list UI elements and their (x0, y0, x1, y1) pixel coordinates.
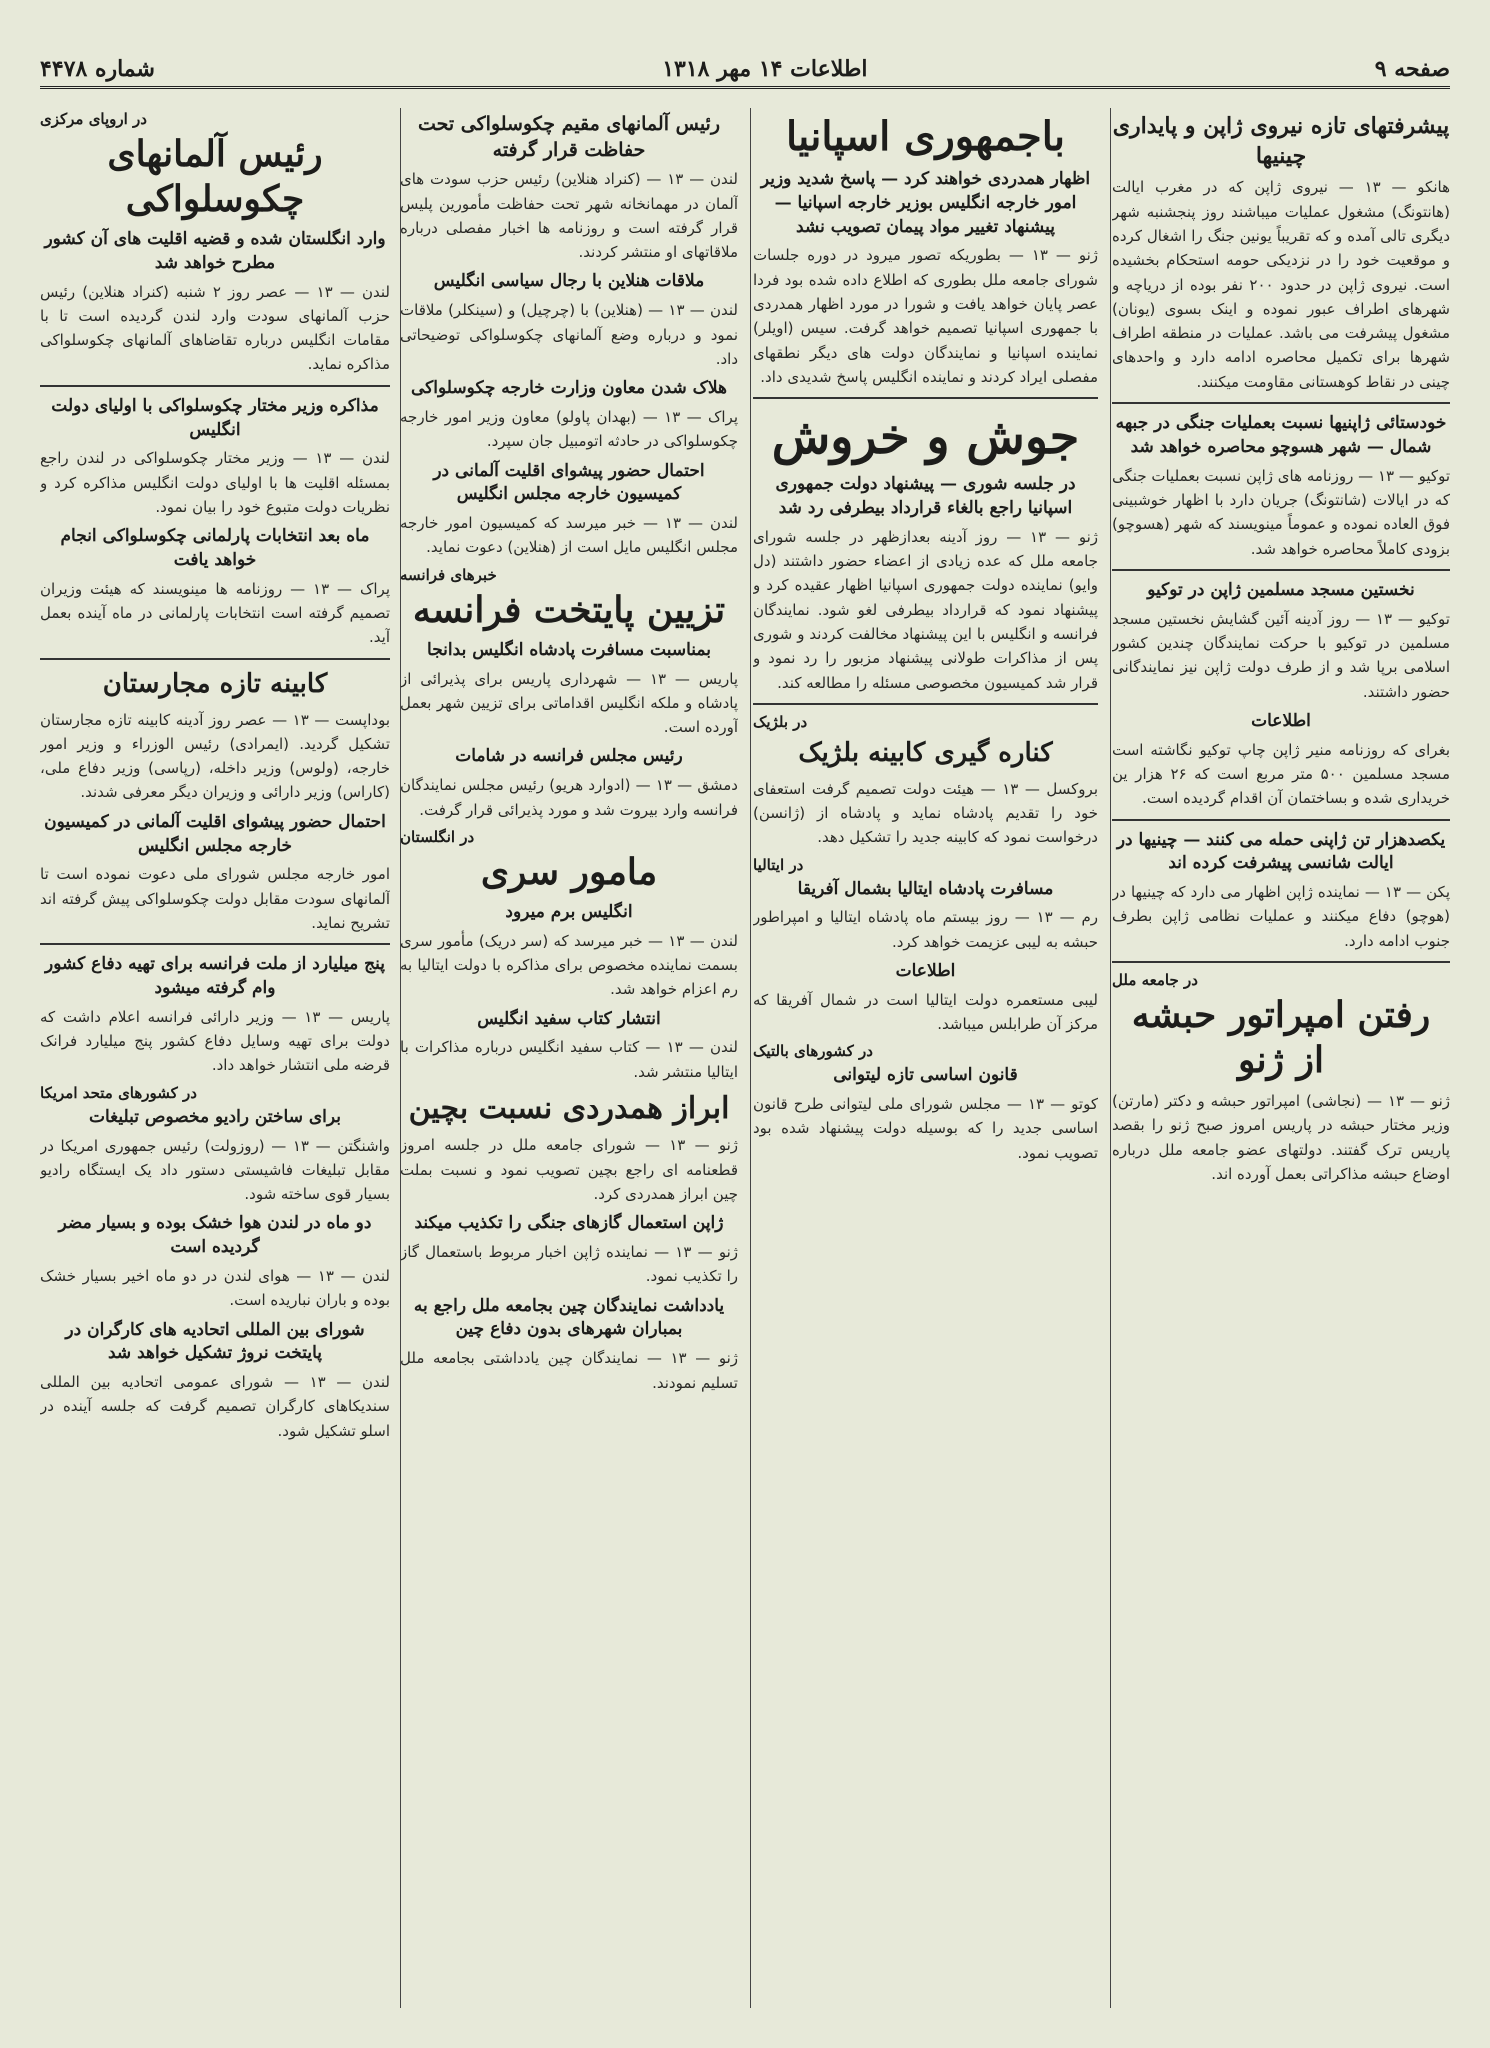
sub-headline: انگلیس برم میرود (505, 901, 633, 922)
section-tag: در کشورهای بالتیک (753, 1042, 873, 1061)
section-tag: در کشورهای متحد امریکا (40, 1083, 197, 1102)
article-headline: مذاکره وزیر مختار چکوسلواکی با اولیای دولت انگلیس (51, 395, 379, 440)
section-tag: در ایتالیا (753, 855, 804, 874)
article-headline: برای ساختن رادیو مخصوص تبلیغات (89, 1106, 341, 1127)
article-headline: نخستین مسجد مسلمین ژاپن در توکیو (1147, 579, 1415, 600)
article-body: بروکسل — ۱۳ — هیئت دولت تصمیم گرفت استعفای خود را تقدیم پادشاه نماید و پادشاه از (ژانسن) درخواست نمود که کابینه جدید را تشکیل دهد. (753, 779, 1098, 847)
article-headline: خودستائی ژاپنیها نسبت بعملیات جنگی در جبهه شمال — شهر هسوچو محاصره خواهد شد (1115, 413, 1447, 457)
article-headline: مامور سری (480, 850, 658, 893)
article-headline: دو ماه در لندن هوا خشک بوده و بسیار مضر گردیده است (58, 1213, 372, 1258)
article-headline: قانون اساسی تازه لیتوانی (833, 1065, 1018, 1086)
article-body: پراک — ۱۳ — (بهدان پاولو) معاون وزیر امور خارجه چکوسلواکی در حادثه اتومبیل جان سپرد. (400, 407, 738, 451)
article-body: لندن — ۱۳ — (کنراد هنلاین) رئیس حزب سودت های آلمان در مهمانخانه شهر تحت حفاظت مأمورین پلیس قرار گرفته است و روزنامه ها اخبار مفصلی درباره ملاقاتهای او منتشر کردند. (400, 170, 738, 262)
article-headline: احتمال حضور پیشوای اقلیت آلمانی در کمیسیون خارجه مجلس انگلیس (433, 460, 705, 505)
article-body: لندن — ۱۳ — هوای لندن در دو ماه اخیر بسیار خشک بوده و باران نباریده است. (40, 1266, 390, 1310)
article-body: ژنو — ۱۳ — نماینده ژاپن اخبار مربوط باستعمال گاز را تکذیب نمود. (400, 1243, 738, 1286)
article-headline: ابراز همدردی نسبت بچین (408, 1090, 730, 1126)
article-headline: جوش و خروش (771, 409, 1080, 466)
article-headline: یکصدهزار تن ژاپنی حمله می کنند — چینیها در ایالت شانسی پیشرفت کرده اند (1116, 829, 1446, 874)
article-body: لندن — ۱۳ — وزیر مختار چکوسلواکی در لندن راجع بمسئله اقلیت ها با اولیای دولت انگلیس مذاکره کرد و نظریات دولت متبوع خود را بیان نمود. (40, 449, 390, 516)
column-3 (400, 108, 738, 2008)
article-body: ژنو — ۱۳ — (نجاشی) امپراتور حبشه و دکتر (مارتن) وزیر مختار حبشه در پاریس امروز صبح ژنو را بقصد پاریس ترک گفتند. دولتهای عضو جامعه ملل درباره اوضاع حبشه مذاکراتی بعمل آورده اند. (1112, 1091, 1450, 1183)
article-body: کوتو — ۱۳ — مجلس شورای ملی لیتوانی طرح قانون اساسی جدید را که بوسیله دولت پیشنهاد شده بود تصویب نمود. (753, 1095, 1098, 1162)
article-body: ژنو — ۱۳ — نمایندگان چین یادداشتی بجامعه ملل تسلیم نمودند. (400, 1349, 738, 1392)
article-body: پاریس — ۱۳ — وزیر دارائی فرانسه اعلام داشت که دولت برای تهیه وسایل دفاع کشور پنج میلیارد فرانک قرضه ملی انتشار خواهد داد. (40, 1007, 390, 1075)
article-body: رم — ۱۳ — روز بیستم ماه پادشاه ایتالیا و امپراطور حبشه به لیبی عزیمت خواهد کرد. (753, 908, 1098, 951)
article-headline: کناره گیری کابینه بلژیک (798, 737, 1053, 768)
sub-headline: بمناسبت مسافرت پادشاه انگلیس بدانجا (427, 639, 711, 660)
sub-headline: وارد انگلستان شده و قضیه اقلیت های آن کشور مطرح خواهد شد (44, 229, 386, 273)
article-body: بوداپست — ۱۳ — عصر روز آدینه کابینه تازه مجارستان تشکیل گردید. (ایمرادی) رئیس الوزراء و وزیر امور خارجه، (ولوس) وزیر داخله، (رپاسی) وزیر دفاع ملی، (کاراس) وزیر دارائی و وزیران دیگر معرفی شدند. (40, 710, 390, 802)
article-headline: ماه بعد انتخابات پارلمانی چکوسلواکی انجام خواهد یافت (60, 526, 370, 571)
article-body: لندن — ۱۳ — خبر میرسد که (سر دریک) مأمور سری بسمت نماینده مخصوص برای مذاکره با دولت ایتالیا به رم اعزام خواهد شد. (400, 931, 738, 999)
article-body: لندن — ۱۳ — شورای عمومی اتحادیه بین المللی سندیکاهای کارگران تصمیم گرفت که جلسه آینده در اسلو تشکیل شود. (40, 1373, 390, 1440)
article-body: بغرای که روزنامه منیر ژاپن چاپ توکیو نگاشته است مسجد مسلمین ۵۰۰ متر مربع است که ۲۶ هزار ین خریداری شده و بساختمان آن اقدام گردیده است. (1112, 740, 1450, 808)
sub-headline: در جلسه شوری — پیشنهاد دولت جمهوری اسپانیا راجع بالغاء قرارداد بیطرفی رد شد (775, 474, 1076, 518)
section-tag: در انگلستان (400, 827, 475, 846)
article-body: پاریس — ۱۳ — شهرداری پاریس برای پذیرائی از پادشاه و ملکه انگلیس اقداماتی برای تزیین شهر بعمل آورده است. (400, 669, 738, 737)
article-headline: رئیس آلمانهای چکوسلواکی (107, 133, 323, 220)
section-kicker: در اروپای مرکزی (40, 110, 147, 128)
sub-headline: اطلاعات (1251, 710, 1311, 731)
article-body: ژنو — ۱۳ — روز آدینه بعدازظهر در جلسه شورای جامعه ملل که عده زیادی از اعضاء حضور داشتند (دل وایو) نماینده دولت جمهوری اسپانیا اظهار عقیده کرد و پیشنهاد نمود که قرارداد بیطرفی لغو شود. نمایندگان فرانسه و انگلیس با این پیشنهاد مخالفت کردند و شوری پس از مذاکرات طولانی پیشنهاد مزبور را رد نمود و قرار شد کمیسیون مخصوصی مسئله را مطالعه کند. (753, 527, 1098, 692)
article-headline: رئیس مجلس فرانسه در شامات (455, 746, 683, 767)
sub-headline: اظهار همدردی خواهند کرد — پاسخ شدید وزیر امور خارجه انگلیس بوزیر خارجه اسپانیا — پیشنهاد تغییر مواد پیمان تصویب نشد (760, 169, 1091, 237)
article-body: واشنگتن — ۱۳ — (روزولت) رئیس جمهوری امریکا در مقابل تبلیغات فاشیستی دستور داد یک ایستگاه رادیو بسیار قوی ساخته شود. (40, 1136, 390, 1204)
article-headline: مسافرت پادشاه ایتالیا بشمال آفریقا (797, 878, 1054, 899)
section-tag: در بلژیک (753, 712, 808, 731)
article-body: لندن — ۱۳ — (هنلاین) با (چرچیل) و (سینکلر) ملاقات نمود و درباره وضع آلمانهای چکوسلواکی توضیحاتی داد. (400, 301, 738, 368)
article-body: هانکو — ۱۳ — نیروی ژاپن که در مغرب ایالت (هانتونگ) مشغول عملیات میباشند روز پنجشنبه شهر دیگری تالی آمده و که تقریباً یونین جنگ را اشغال کرده و موقعیت خود را در نزدیکی حومه استحکام بخشیده است. نیروی ژاپن در حدود ۲۰۰ نفر بوده از دریاچه و شهرهای اطراف عبور نموده و اینک بسوی (یونان) مشغول پیشرفت می باشد. عملیات در منطقه اطراف شهرها برای تکمیل محاصره ادامه دارد و واحدهای چینی در نقاط کوهستانی مقاومت میکنند. (1112, 178, 1450, 391)
article-headline: ژاپن استعمال گازهای جنگی را تکذیب میکند (414, 1213, 724, 1234)
article-body: لندن — ۱۳ — خبر میرسد که کمیسیون امور خارجه مجلس انگلیس مایل است از (هنلاین) دعوت نماید. (400, 514, 738, 557)
article-body: لندن — ۱۳ — عصر روز ۲ شنبه (کنراد هنلاین) رئیس حزب آلمانهای سودت وارد لندن گردیده است تا با مقامات انگلیس درباره تقاضاهای آلمانهای چکوسلواکی مذاکره نماید. (40, 282, 390, 374)
article-body: دمشق — ۱۳ — (ادوارد هریو) رئیس مجلس نمایندگان فرانسه وارد بیروت شد و مورد پذیرائی قرار گرفت. (400, 776, 738, 819)
article-body: لندن — ۱۳ — کتاب سفید انگلیس درباره مذاکرات با ایتالیا منتشر شد. (400, 1038, 738, 1081)
article-body: پراک — ۱۳ — روزنامه ها مینویسند که هیئت وزیران تصمیم گرفته است انتخابات پارلمانی در ماه آینده بعمل آید. (40, 579, 390, 647)
article-headline: رئیس آلمانهای مقیم چکوسلواکی تحت حفاظت قرار گرفته (417, 113, 721, 161)
article-headline: هلاک شدن معاون وزارت خارجه چکوسلواکی (411, 378, 727, 399)
article-headline: یادداشت نمایندگان چین بجامعه ملل راجع به بمباران شهرهای بدون دفاع چین (413, 1295, 725, 1340)
article-headline: انتشار کتاب سفید انگلیس (477, 1008, 661, 1029)
article-body: امور خارجه مجلس شورای ملی دعوت نموده است تا آلمانهای سودت مقابل دولت چکوسلواکی پیش گرفته اند تشریح نماید. (40, 865, 390, 932)
column-4 (40, 108, 390, 2008)
article-body: پکن — ۱۳ — نماینده ژاپن اظهار می دارد که چینیها در (هوچو) دفاع میکنند و عملیات نظامی ژاپن بطرف جنوب ادامه دارد. (1112, 883, 1450, 950)
issue-number: شماره ۴۴۷۸ (40, 56, 155, 82)
column-1 (1112, 108, 1450, 2008)
column-rule (750, 108, 751, 2008)
article-headline: تزیین پایتخت فرانسه (412, 588, 726, 631)
article-headline: رفتن امپراتور حبشه از ژنو (1131, 993, 1431, 1081)
page-number: صفحه ۹ (1374, 56, 1450, 82)
section-tag: در جامعه ملل (1112, 970, 1198, 989)
column-rule (400, 108, 401, 2008)
article-headline: پیشرفتهای تازه نیروی ژاپن و پایداری چینیها (1112, 113, 1450, 169)
article-body: لیبی مستعمره دولت ایتالیا است در شمال آفریقا که مرکز آن طرابلس میباشد. (753, 990, 1098, 1034)
article-headline: باجمهوری اسپانیا (785, 113, 1066, 160)
article-body: توکیو — ۱۳ — روز آدینه آئین گشایش نخستین مسجد مسلمین در توکیو با حرکت نمایندگان چندین کشور اسلامی برپا شد و از طرف دولت ژاپن نیز نمایندگانی حضور داشتند. (1112, 609, 1450, 701)
article-headline: ملاقات هنلاین با رجال سیاسی انگلیس (433, 271, 705, 292)
section-tag: خبرهای فرانسه (400, 565, 497, 584)
issue-date: اطلاعات ۱۴ مهر ۱۳۱۸ (662, 56, 868, 82)
article-headline: احتمال حضور پیشوای اقلیت آلمانی در کمیسیون خارجه مجلس انگلیس (44, 811, 386, 856)
article-body: ژنو — ۱۳ — بطوریکه تصور میرود در دوره جلسات شورای جامعه ملل بطوری که اطلاع داده شده بود فردا عصر پایان خواهد یافت و شورا در مورد اظهار همدردی با جمهوری اسپانیا تصمیم خواهد گرفت. سیس (اویلر) نماینده اسپانیا و نمایندگان دولت های دیگر نطقهای مفصلی ایراد کردند و نماینده انگلیس پاسخ شدیدی داد. (753, 246, 1098, 386)
article-body: ژنو — ۱۳ — شورای جامعه ملل در جلسه امروز قطعنامه ای راجع بچین تصویب نمود و نسبت بملت چین ابراز همدردی کرد. (400, 1136, 738, 1203)
article-headline: شورای بین المللی اتحادیه های کارگران در پایتخت نروژ تشکیل خواهد شد (65, 1319, 365, 1364)
masthead (40, 52, 1450, 89)
article-headline: پنج میلیارد از ملت فرانسه برای تهیه دفاع کشور وام گرفته میشود (45, 954, 385, 999)
sub-headline: اطلاعات (895, 960, 956, 981)
article-body: توکیو — ۱۳ — روزنامه های ژاپن نسبت بعملیات جنگی که در ایالات (شانتونگ) جریان دارد با اظهار خوشبینی فوق العاده نموده و عموماً مینویسند که شهر (هسوچو) بزودی کاملاً محاصره خواهد شد. (1112, 466, 1450, 558)
article-headline: کابینه تازه مجارستان (102, 668, 328, 699)
column-rule (1110, 108, 1111, 2008)
column-2 (753, 108, 1098, 2008)
